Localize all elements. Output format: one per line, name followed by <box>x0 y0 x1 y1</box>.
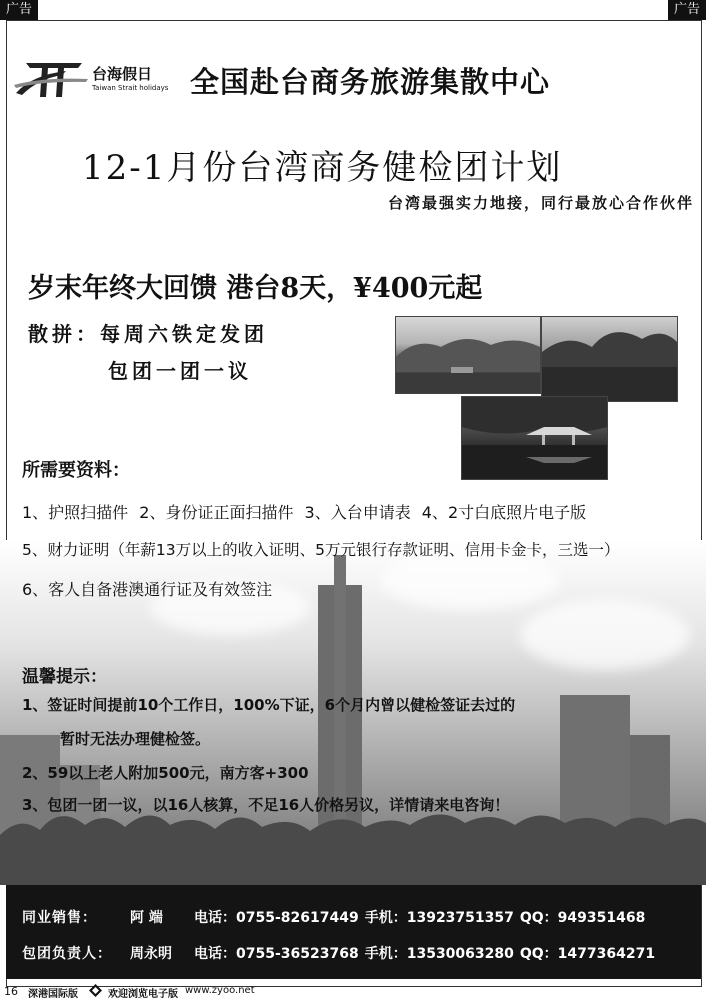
contact-name: 周永明 <box>130 946 172 962</box>
contact-qq: QQ：1477364271 <box>519 946 656 962</box>
promo-headline: 岁末年终大回馈 港台8天，¥400元起 <box>28 273 483 304</box>
contact-row-group-manager <box>22 943 655 963</box>
private-group-info: 包团一团一议 <box>108 359 252 383</box>
contact-info-box <box>6 885 701 979</box>
contact-mobile: 手机：13923751357 <box>364 910 514 926</box>
group-departure-info: 散拼：每周六铁定发团 <box>28 322 268 346</box>
ad-label-left: 广告 <box>0 0 38 20</box>
contact-name: 阿 端 <box>130 910 163 926</box>
requirement-item: 5、财力证明（年薪13万以上的收入证明、5万元银行存款证明、信用卡金卡，三选一） <box>22 541 620 559</box>
contact-qq: QQ：949351468 <box>519 910 646 926</box>
footer-text: 欢迎浏览电子版 <box>108 989 178 1000</box>
edition-name: 深港国际版 <box>28 989 78 1000</box>
contact-phone: 电话：0755-36523768 <box>194 946 359 962</box>
contact-phone: 电话：0755-82617449 <box>194 910 359 926</box>
lake-photo-2 <box>541 316 678 402</box>
footer-url[interactable]: www.zyoo.net <box>185 985 255 996</box>
contact-label: 同业销售： <box>22 910 97 926</box>
page-number: 16 <box>4 985 18 998</box>
pavilion-photo <box>461 396 608 480</box>
tip-item: 3、包团一团一议，以16人核算，不足16人价格另议，详情请来电咨询！ <box>22 796 510 814</box>
header-title: 全国赴台商务旅游集散中心 <box>190 65 551 99</box>
ad-label-right: 广告 <box>668 0 706 20</box>
requirement-item: 6、客人自备港澳通行证及有效签注 <box>22 580 273 599</box>
magazine-logo-icon <box>88 983 103 998</box>
tips-title: 温馨提示： <box>22 667 107 687</box>
logo-english-name: Taiwan Strait holidays <box>92 84 169 92</box>
taiwan-strait-holidays-logo-icon <box>12 55 90 99</box>
contact-row-sales <box>22 907 645 927</box>
company-logo <box>12 55 182 100</box>
tip-item: 2、59以上老人附加500元，南方客+300 <box>22 764 309 782</box>
page-footer <box>0 983 706 1000</box>
main-title: 12-1月份台湾商务健检团计划 <box>82 148 563 188</box>
logo-chinese-name: 台海假日 <box>92 65 153 83</box>
contact-mobile: 手机：13530063280 <box>364 946 514 962</box>
subtitle: 台湾最强实力地接，同行最放心合作伙伴 <box>387 194 694 212</box>
tip-item-continuation: 暂时无法办理健检签。 <box>60 730 211 748</box>
contact-label: 包团负责人： <box>22 946 112 962</box>
tip-item: 1、签证时间提前10个工作日，100%下证，6个月内曾以健检签证去过的 <box>22 696 516 714</box>
lake-photo-1 <box>395 316 541 394</box>
requirement-item: 1、护照扫描件 2、身份证正面扫描件 3、入台申请表 4、2寸白底照片电子版 <box>22 503 587 522</box>
requirements-title: 所需要资料： <box>22 460 130 481</box>
